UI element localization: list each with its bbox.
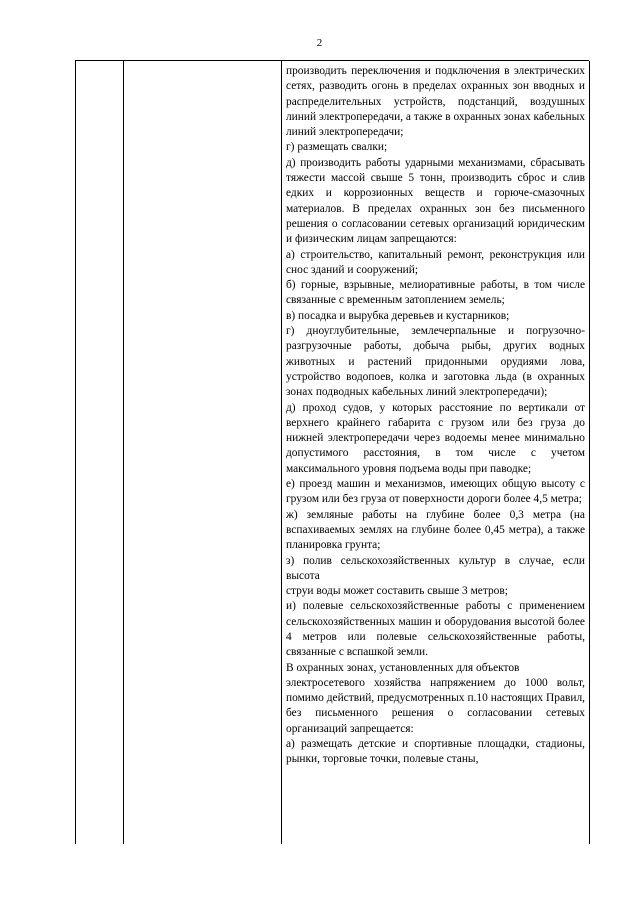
- table-column-name: [124, 61, 282, 844]
- paragraph: и) полевые сельскохозяйственные работы с применением сельскохозяйственных машин и оборудования высотой более 4 метров или полевые сельскохозяйственные работы, связанные с вспашкой земли.: [286, 600, 585, 659]
- paragraph: д) производить работы ударными механизмами, сбрасывать тяжести массой свыше 5 тонн, производить сброс и слив едких и коррозионных веществ и горюче-смазочных материалов. В пределах охранных зон без письменного решения о согласовании сетевых организаций юридическим и физическим лицам запрещаются:: [286, 156, 585, 246]
- paragraph: а) строительство, капитальный ремонт, реконструкция или снос зданий и сооружений;: [286, 248, 585, 276]
- paragraph: г) размещать свалки;: [286, 141, 388, 154]
- table-column-content: [282, 61, 590, 844]
- table-cell-text: [286, 64, 585, 768]
- paragraph: в) посадка и вырубка деревьев и кустарников;: [286, 309, 510, 322]
- paragraph: б) горные, взрывные, мелиоративные работы, в том числе связанные с временным затоплением земель;: [286, 279, 585, 307]
- paragraph: д) проход судов, у которых расстояние по вертикали от верхнего крайнего габарита с грузом или без груза до нижней электропередачи через водоемы менее минимально допустимого расстояния, в том числе с учетом максимального уровня подъема воды при паводке;: [286, 401, 585, 475]
- document-table: [75, 60, 589, 844]
- paragraph: электросетевого хозяйства напряжением до 1000 вольт, помимо действий, предусмотренных п.10 настоящих Правил, без письменного решения о согласовании сетевых организаций запрещается:: [286, 676, 585, 735]
- paragraph: струи воды может составить свыше 3 метров;: [286, 585, 508, 598]
- paragraph: а) размещать детские и спортивные площадки, стадионы, рынки, торговые точки, полевые станы,: [286, 738, 585, 766]
- paragraph: г) дноуглубительные, землечерпальные и погрузочно-разгрузочные работы, добыча рыбы, других водных животных и растений придонными орудиями лова, устройство водопоев, колка и заготовка льда (в охранных зонах подводных кабельных линий электропередачи);: [286, 325, 585, 399]
- paragraph: е) проезд машин и механизмов, имеющих общую высоту с грузом или без груза от поверхности дороги более 4,5 метра;: [286, 478, 585, 506]
- page-number: 2: [316, 37, 323, 49]
- paragraph: В охранных зонах, установленных для объектов: [286, 661, 520, 674]
- table-column-number: [76, 61, 124, 844]
- paragraph: з) полив сельскохозяйственных культур в случае, если высота: [286, 554, 585, 582]
- paragraph: производить переключения и подключения в электрических сетях, разводить огонь в пределах охранных зон вводных и распределительных устройств, подстанций, воздушных линий электропередачи, а также в охранных зонах кабельных линий электропередачи;: [286, 65, 585, 139]
- paragraph: ж) земляные работы на глубине более 0,3 метра (на вспахиваемых землях на глубине более 0,45 метра), а также планировка грунта;: [286, 508, 585, 552]
